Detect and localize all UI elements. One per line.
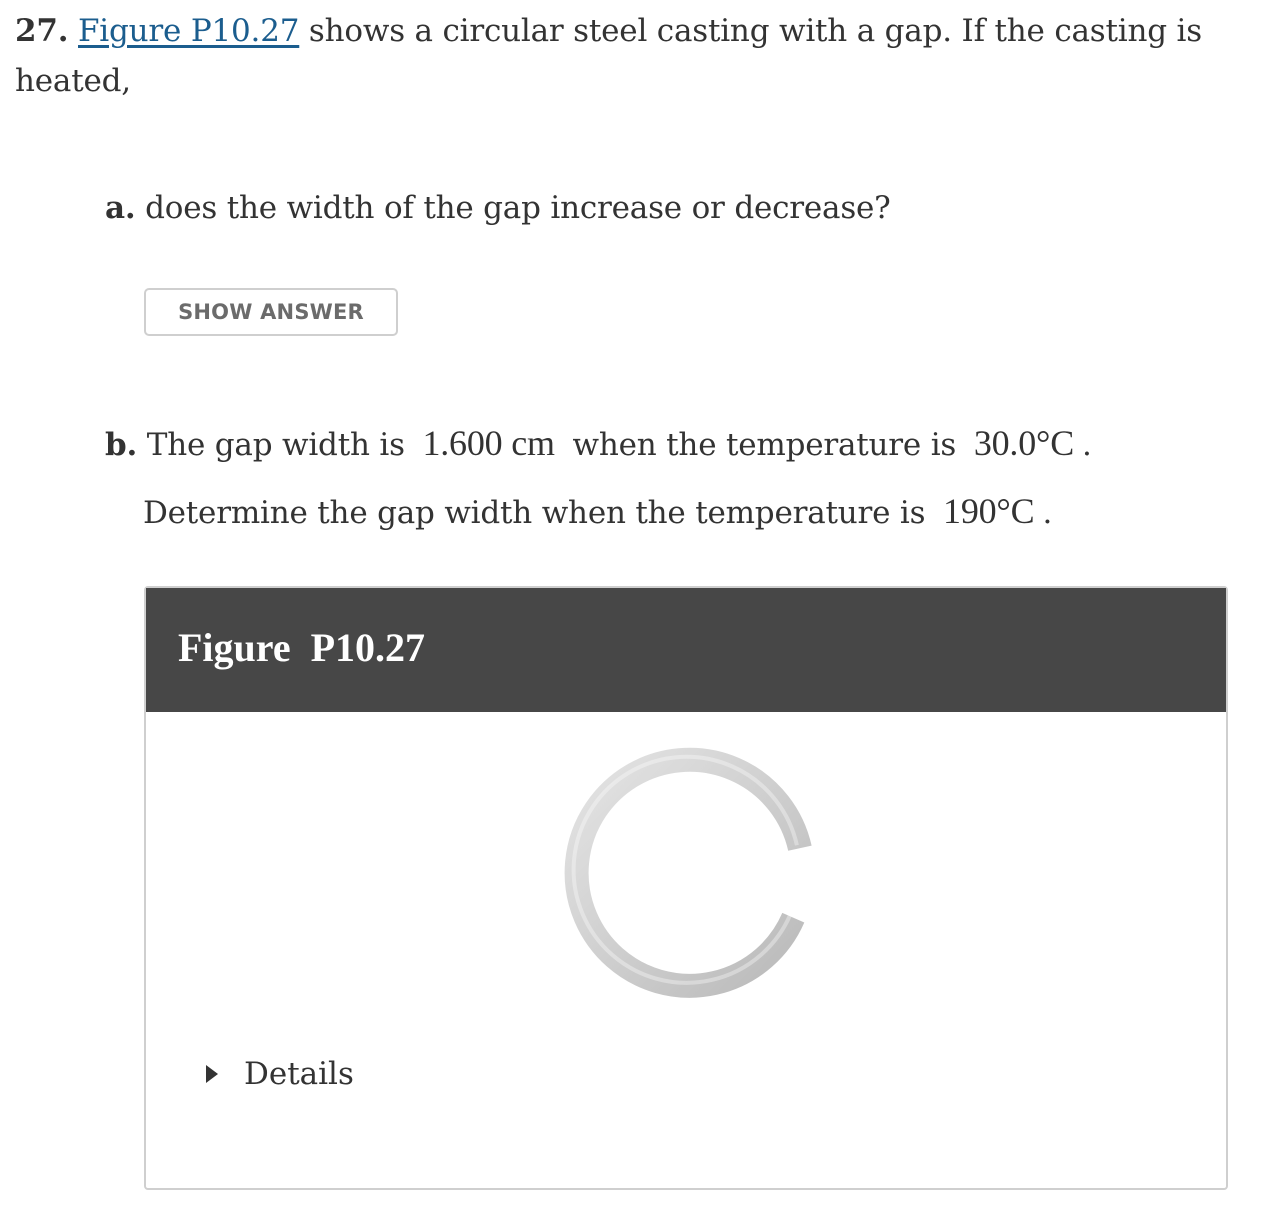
part-b-text-1: The gap width is [146, 427, 405, 463]
steel-ring-figure [546, 738, 836, 1008]
part-a-text: does the width of the gap increase or decrease? [145, 190, 891, 226]
period-2: . [1042, 495, 1053, 531]
final-temperature: 190°C [943, 491, 1035, 531]
figure-link[interactable]: Figure P10.27 [78, 13, 300, 49]
figure-panel [144, 586, 1228, 1190]
problem-intro [15, 6, 1215, 106]
initial-temperature: 30.0°C [973, 423, 1075, 463]
problem-number: 27. [15, 13, 69, 49]
intro-text-continued: heated, [15, 63, 131, 99]
part-a-letter: a. [105, 190, 136, 226]
details-label: Details [244, 1056, 354, 1092]
intro-text: shows a circular steel casting with a gap. If the casting is [299, 13, 1202, 49]
part-b-question [105, 410, 1225, 546]
part-a-question [105, 184, 891, 232]
period-1: . [1082, 427, 1092, 463]
triangle-right-icon [206, 1065, 218, 1083]
show-answer-button[interactable]: SHOW ANSWER [144, 288, 398, 336]
figure-header [146, 588, 1226, 712]
figure-title: Figure P10.27 [178, 625, 426, 670]
part-b-letter: b. [105, 427, 138, 463]
part-b-text-2: when the temperature is [572, 427, 957, 463]
gap-width-value: 1.600 cm [422, 423, 555, 463]
part-b-text-3: Determine the gap width when the temperature is [143, 495, 926, 531]
details-toggle[interactable] [206, 1056, 354, 1092]
